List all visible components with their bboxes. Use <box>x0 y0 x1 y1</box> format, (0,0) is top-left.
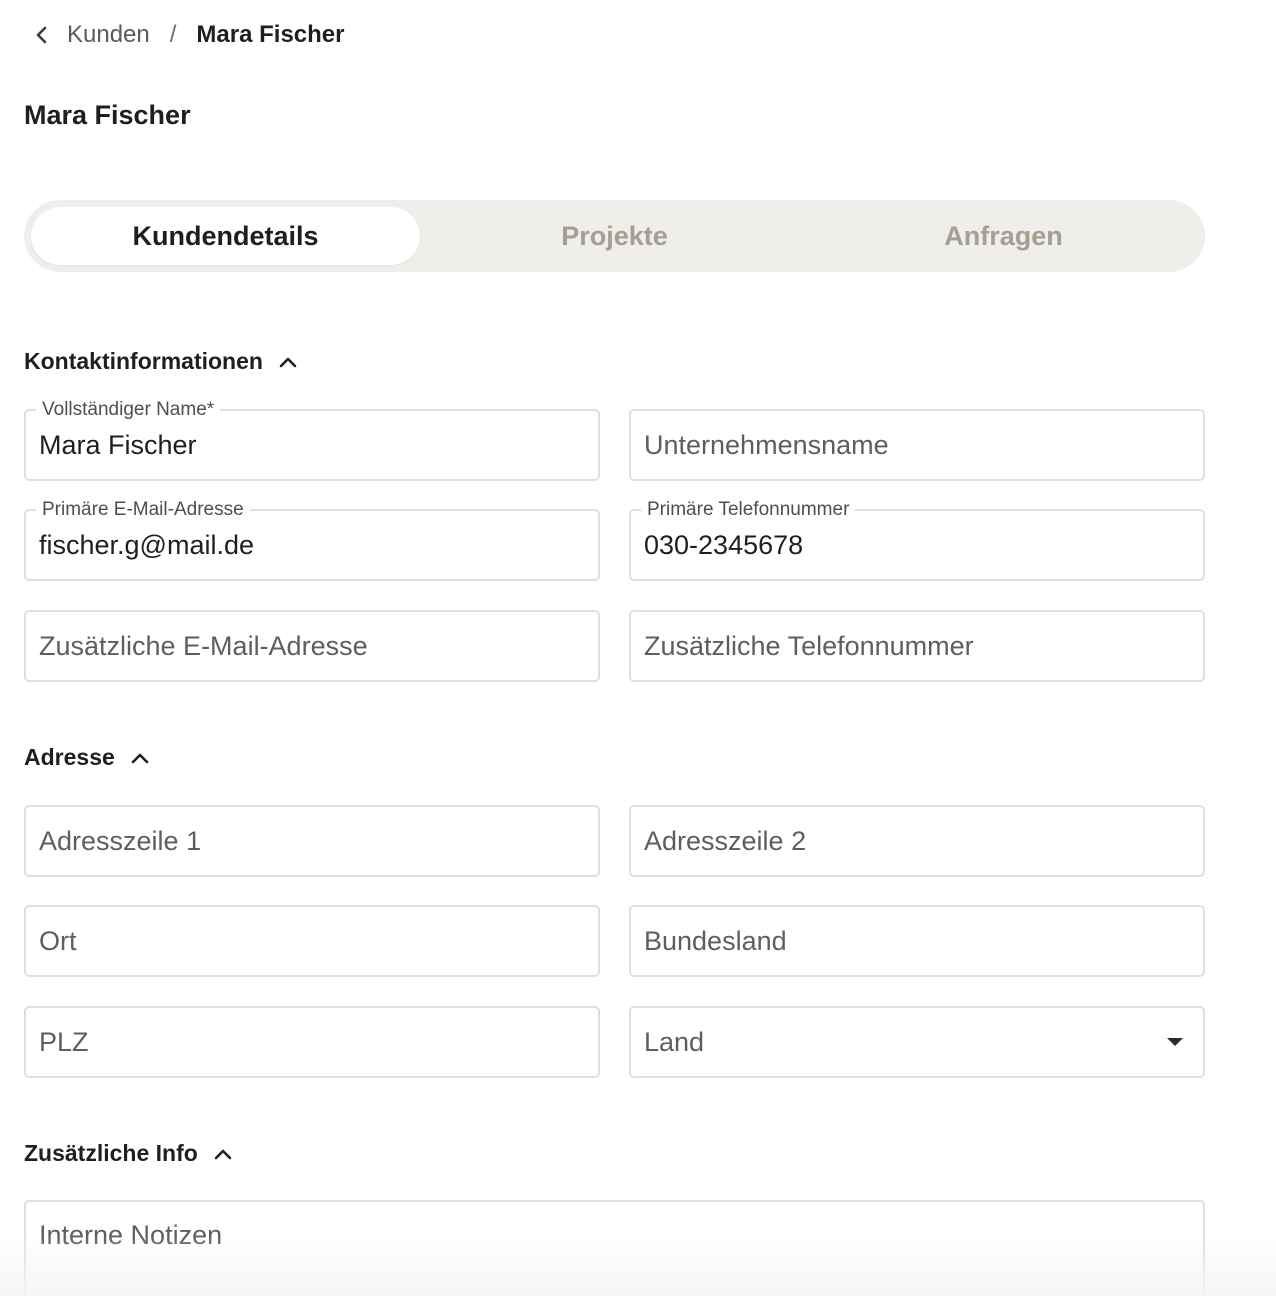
primary-email-label: Primäre E-Mail-Adresse <box>36 499 250 521</box>
address-line2-input[interactable] <box>644 807 1190 875</box>
section-title-contact: Kontaktinformationen <box>24 348 263 374</box>
primary-phone-field <box>629 499 1205 581</box>
internal-notes-field <box>24 1200 1205 1296</box>
state-field <box>629 905 1205 977</box>
chevron-left-icon[interactable] <box>28 18 56 52</box>
tab-inquiries[interactable]: Anfragen <box>944 220 1063 251</box>
section-header-address[interactable] <box>24 744 151 771</box>
country-select-placeholder: Land <box>644 1026 705 1057</box>
additional-email-input[interactable] <box>39 612 585 680</box>
city-field <box>24 905 600 977</box>
primary-email-field <box>24 499 600 581</box>
full-name-field <box>24 399 600 481</box>
address-line1-field <box>24 805 600 877</box>
address-line2-field <box>629 805 1205 877</box>
breadcrumb-separator: / <box>169 21 177 48</box>
section-header-contact[interactable] <box>24 348 299 375</box>
zip-input[interactable] <box>39 1008 585 1076</box>
chevron-up-icon[interactable] <box>129 747 151 769</box>
additional-email-field <box>24 610 600 682</box>
additional-phone-field <box>629 610 1205 682</box>
additional-phone-input[interactable] <box>644 612 1190 680</box>
company-field <box>629 409 1205 481</box>
tab-projects[interactable]: Projekte <box>561 220 668 251</box>
breadcrumb-current: Mara Fischer <box>196 21 345 48</box>
primary-phone-label: Primäre Telefonnummer <box>641 499 855 521</box>
section-header-extra[interactable] <box>24 1140 234 1167</box>
section-title-address: Adresse <box>24 744 115 770</box>
primary-email-input[interactable] <box>39 511 585 579</box>
full-name-label: Vollständiger Name* <box>36 399 220 421</box>
state-input[interactable] <box>644 907 1190 975</box>
caret-down-icon[interactable] <box>1165 1008 1185 1076</box>
tab-customer-details[interactable]: Kundendetails <box>31 207 420 265</box>
internal-notes-input[interactable] <box>39 1220 1190 1296</box>
page-title: Mara Fischer <box>24 100 191 130</box>
tab-bar <box>24 200 1205 272</box>
company-input[interactable] <box>644 411 1190 479</box>
chevron-up-icon[interactable] <box>212 1143 234 1165</box>
breadcrumb <box>28 18 345 52</box>
address-line1-input[interactable] <box>39 807 585 875</box>
country-select[interactable] <box>629 1006 1205 1078</box>
section-title-extra: Zusätzliche Info <box>24 1140 198 1166</box>
zip-field <box>24 1006 600 1078</box>
primary-phone-input[interactable] <box>644 511 1190 579</box>
breadcrumb-link-customers[interactable]: Kunden <box>67 21 150 48</box>
full-name-input[interactable] <box>39 411 585 479</box>
city-input[interactable] <box>39 907 585 975</box>
chevron-up-icon[interactable] <box>277 351 299 373</box>
